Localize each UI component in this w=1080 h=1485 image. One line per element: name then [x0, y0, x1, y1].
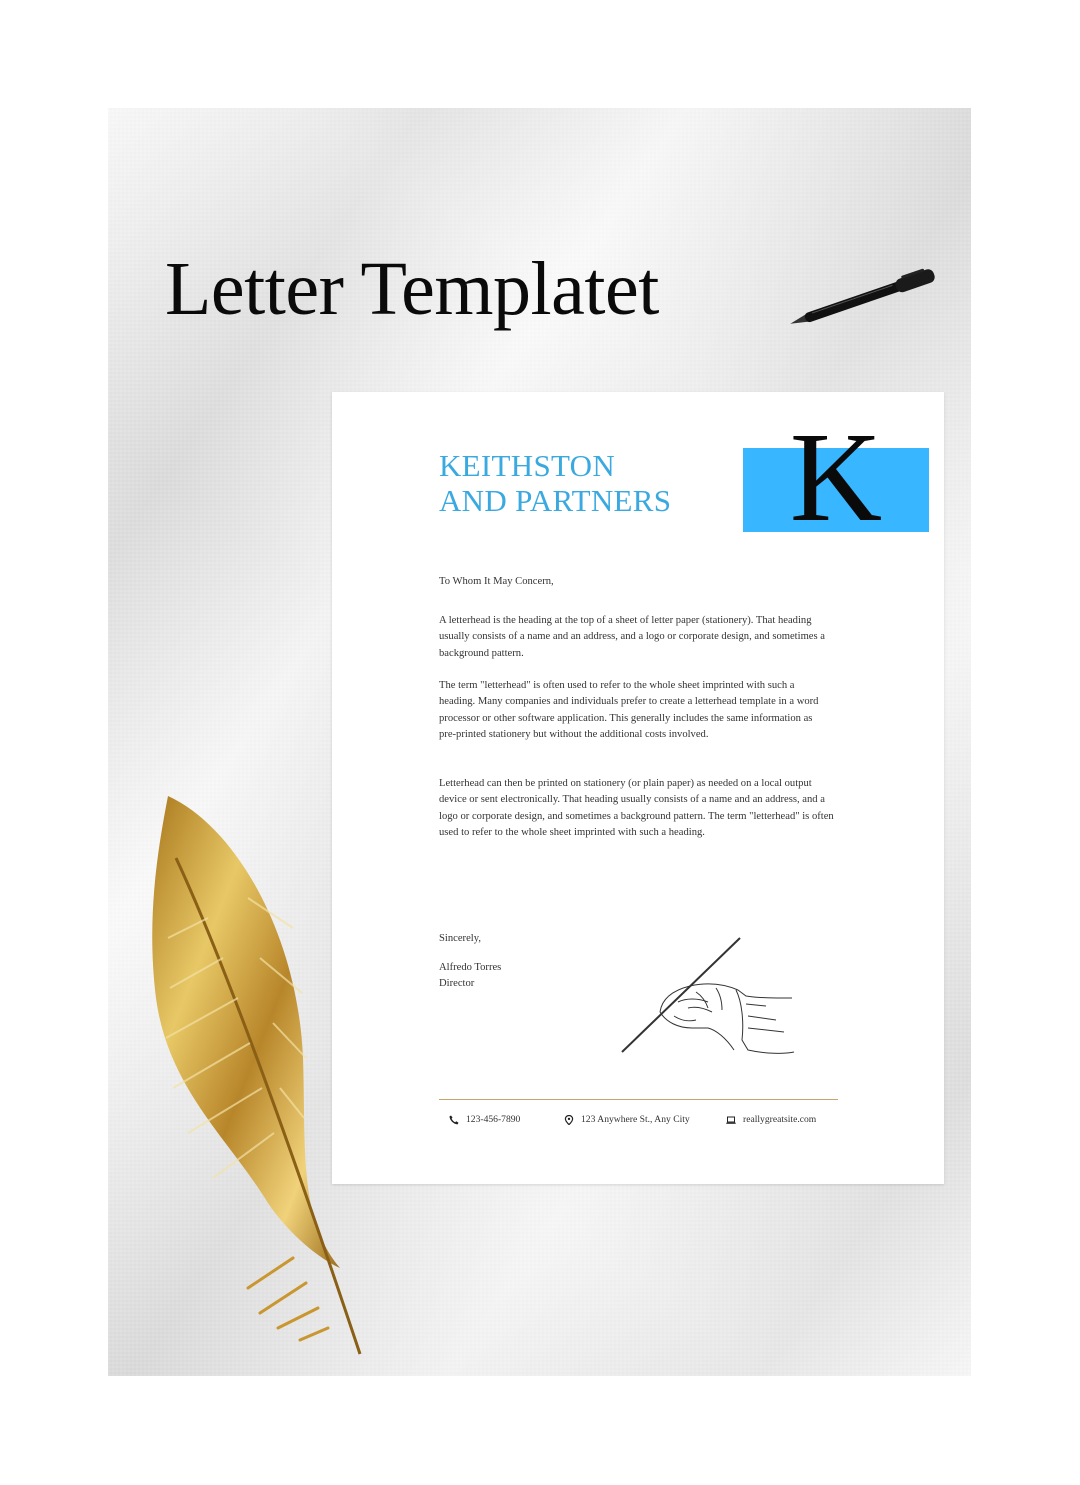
letter-paragraph: Letterhead can then be printed on stationery (or plain paper) as needed on a local output device or sent electronically. That heading usually consists of a name and an address, and a logo or corporate design, and sometimes a background pattern. The term "letterhead" is often used to refer to the whole sheet imprinted with such a heading.: [439, 778, 834, 838]
poster-title: Letter Templatet: [165, 247, 659, 331]
footer-phone: [449, 1114, 520, 1125]
footer-website: [726, 1114, 816, 1125]
logo-letter: K: [789, 406, 883, 548]
writing-hand-illustration: [616, 932, 796, 1062]
footer-address: [564, 1114, 690, 1125]
company-name-line1: KEITHSTON: [439, 448, 616, 483]
pen-icon: [780, 258, 950, 338]
footer-website-text: reallygreatsite.com: [743, 1114, 817, 1125]
phone-icon: [449, 1115, 459, 1125]
letter-paragraph: The term "letterhead" is often used to refer to the whole sheet imprinted with such a heading. Many companies and individuals prefer to create a letterhead template in a word processor or other software application. This generally includes the same information as pre-printed stationery but without the additional costs involved.: [439, 680, 819, 740]
signer-title: Director: [439, 978, 475, 989]
letter-paragraph: A letterhead is the heading at the top of a sheet of letter paper (stationery). That heading usually consists of a name and an address, and a logo or corporate design, and sometimes a background pattern.: [439, 615, 825, 659]
footer-address-text: 123 Anywhere St., Any City: [581, 1114, 690, 1125]
letter-sheet: [332, 392, 944, 1184]
closing: Sincerely,: [439, 933, 481, 944]
footer-divider: [439, 1099, 838, 1100]
footer-phone-text: 123-456-7890: [466, 1114, 521, 1125]
company-name-line2: AND PARTNERS: [439, 483, 672, 518]
laptop-icon: [726, 1115, 736, 1125]
map-pin-icon: [564, 1115, 574, 1125]
poster-background: [108, 108, 971, 1376]
salutation: To Whom It May Concern,: [439, 576, 554, 587]
company-name: [439, 448, 671, 518]
signer-name: Alfredo Torres: [439, 962, 502, 973]
